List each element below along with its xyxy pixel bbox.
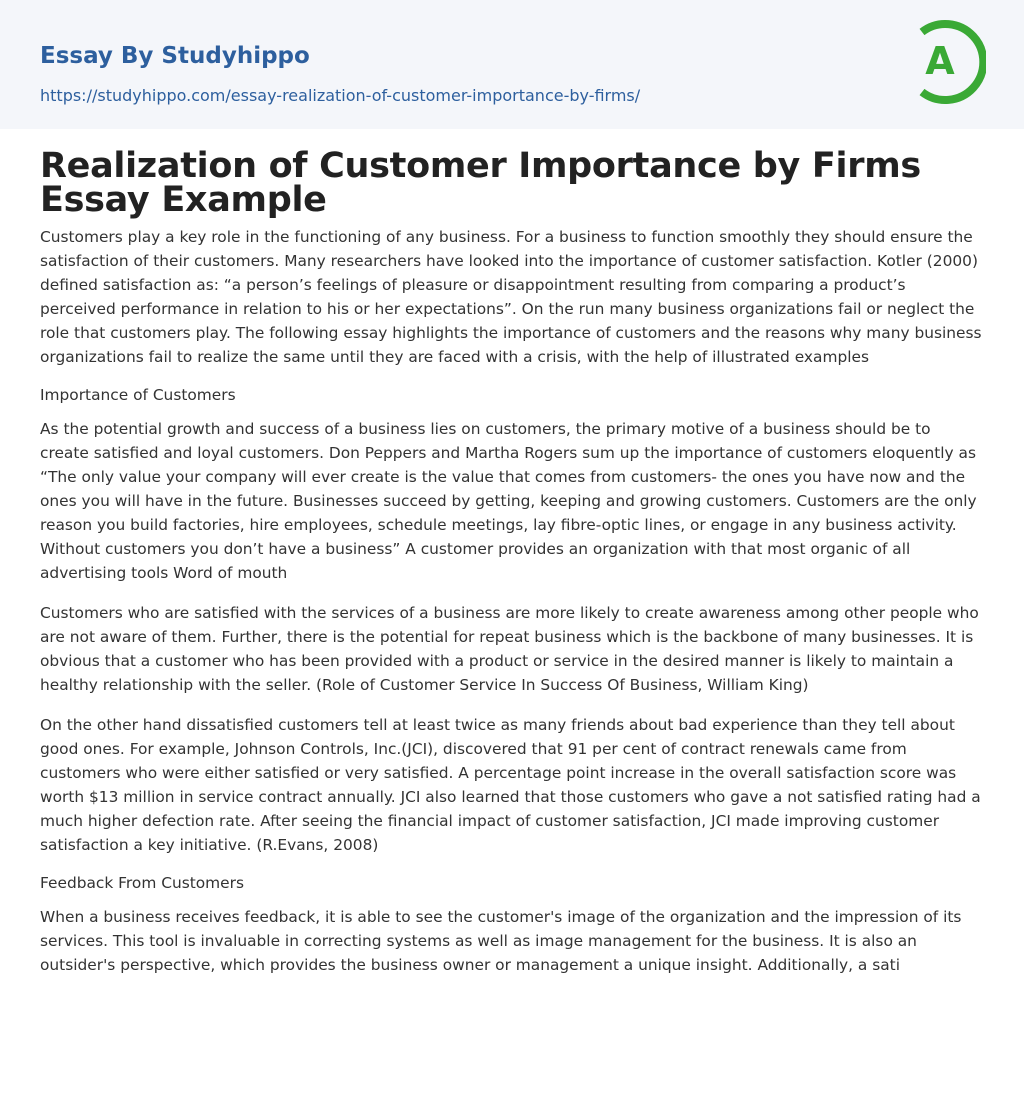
site-header [0, 0, 1024, 129]
site-brand[interactable]: Essay By Studyhippo [40, 43, 310, 69]
paragraph-feedback: When a business receives feedback, it is able to see the customer's image of the organization and the impression of its services. This tool is invaluable in correcting systems as well as image management for the business. It is also an outsider's perspective, which provides the business owner or management a unique insight. Additionally, a sati [40, 908, 962, 974]
article-url-link[interactable]: https://studyhippo.com/essay-realization-of-customer-importance-by-firms/ [40, 86, 641, 105]
section-heading-importance: Importance of Customers [40, 386, 236, 404]
article-body [0, 146, 1024, 977]
studyhippo-logo-icon[interactable] [914, 18, 986, 106]
section-heading-feedback: Feedback From Customers [40, 874, 244, 892]
paragraph-importance: As the potential growth and success of a business lies on customers, the primary motive of a business should be to create satisfied and loyal customers. Don Peppers and Martha Rogers sum up the importance of customers eloquently as “The only value your company will ever create is the value that comes from customers- the ones you have now and the ones you will have in the future. Businesses succeed by getting, keeping and growing customers. Customers are the only reason you build factories, hire employees, schedule meetings, lay fibre-optic lines, or engage in any business activity. Without customers you don’t have a business” A customer provides an organization with that most organic of all advertising tools Word of mouth [40, 420, 977, 582]
paragraph-dissatisfied-customers: On the other hand dissatisfied customers tell at least twice as many friends about bad experience than they tell about good ones. For example, Johnson Controls, Inc.(JCI), discovered that 91 per cent of contract renewals came from customers who were either satisfied or very satisfied. A percentage point increase in the overall satisfaction score was worth $13 million in service contract annually. JCI also learned that those customers who gave a not satisfied rating had a much higher defection rate. After seeing the financial impact of customer satisfaction, JCI made improving customer satisfaction a key initiative. (R.Evans, 2008) [40, 716, 981, 854]
article-title: Realization of Customer Importance by Firms Essay Example [40, 146, 921, 220]
paragraph-intro: Customers play a key role in the functioning of any business. For a business to function smoothly they should ensure the satisfaction of their customers. Many researchers have looked into the importance of customer satisfaction. Kotler (2000) defined satisfaction as: “a person’s feelings of pleasure or disappointment resulting from comparing a product’s perceived performance in relation to his or her expectations”. On the run many business organizations fail or neglect the role that customers play. The following essay highlights the importance of customers and the reasons why many business organizations fail to realize the same until they are faced with a crisis, with the help of illustrated examples [40, 228, 982, 366]
paragraph-satisfied-customers: Customers who are satisfied with the services of a business are more likely to create awareness among other people who are not aware of them. Further, there is the potential for repeat business which is the backbone of many businesses. It is obvious that a customer who has been provided with a product or service in the desired manner is likely to maintain a healthy relationship with the seller. (Role of Customer Service In Success Of Business, William King) [40, 604, 979, 694]
logo-letter: A [925, 39, 955, 83]
